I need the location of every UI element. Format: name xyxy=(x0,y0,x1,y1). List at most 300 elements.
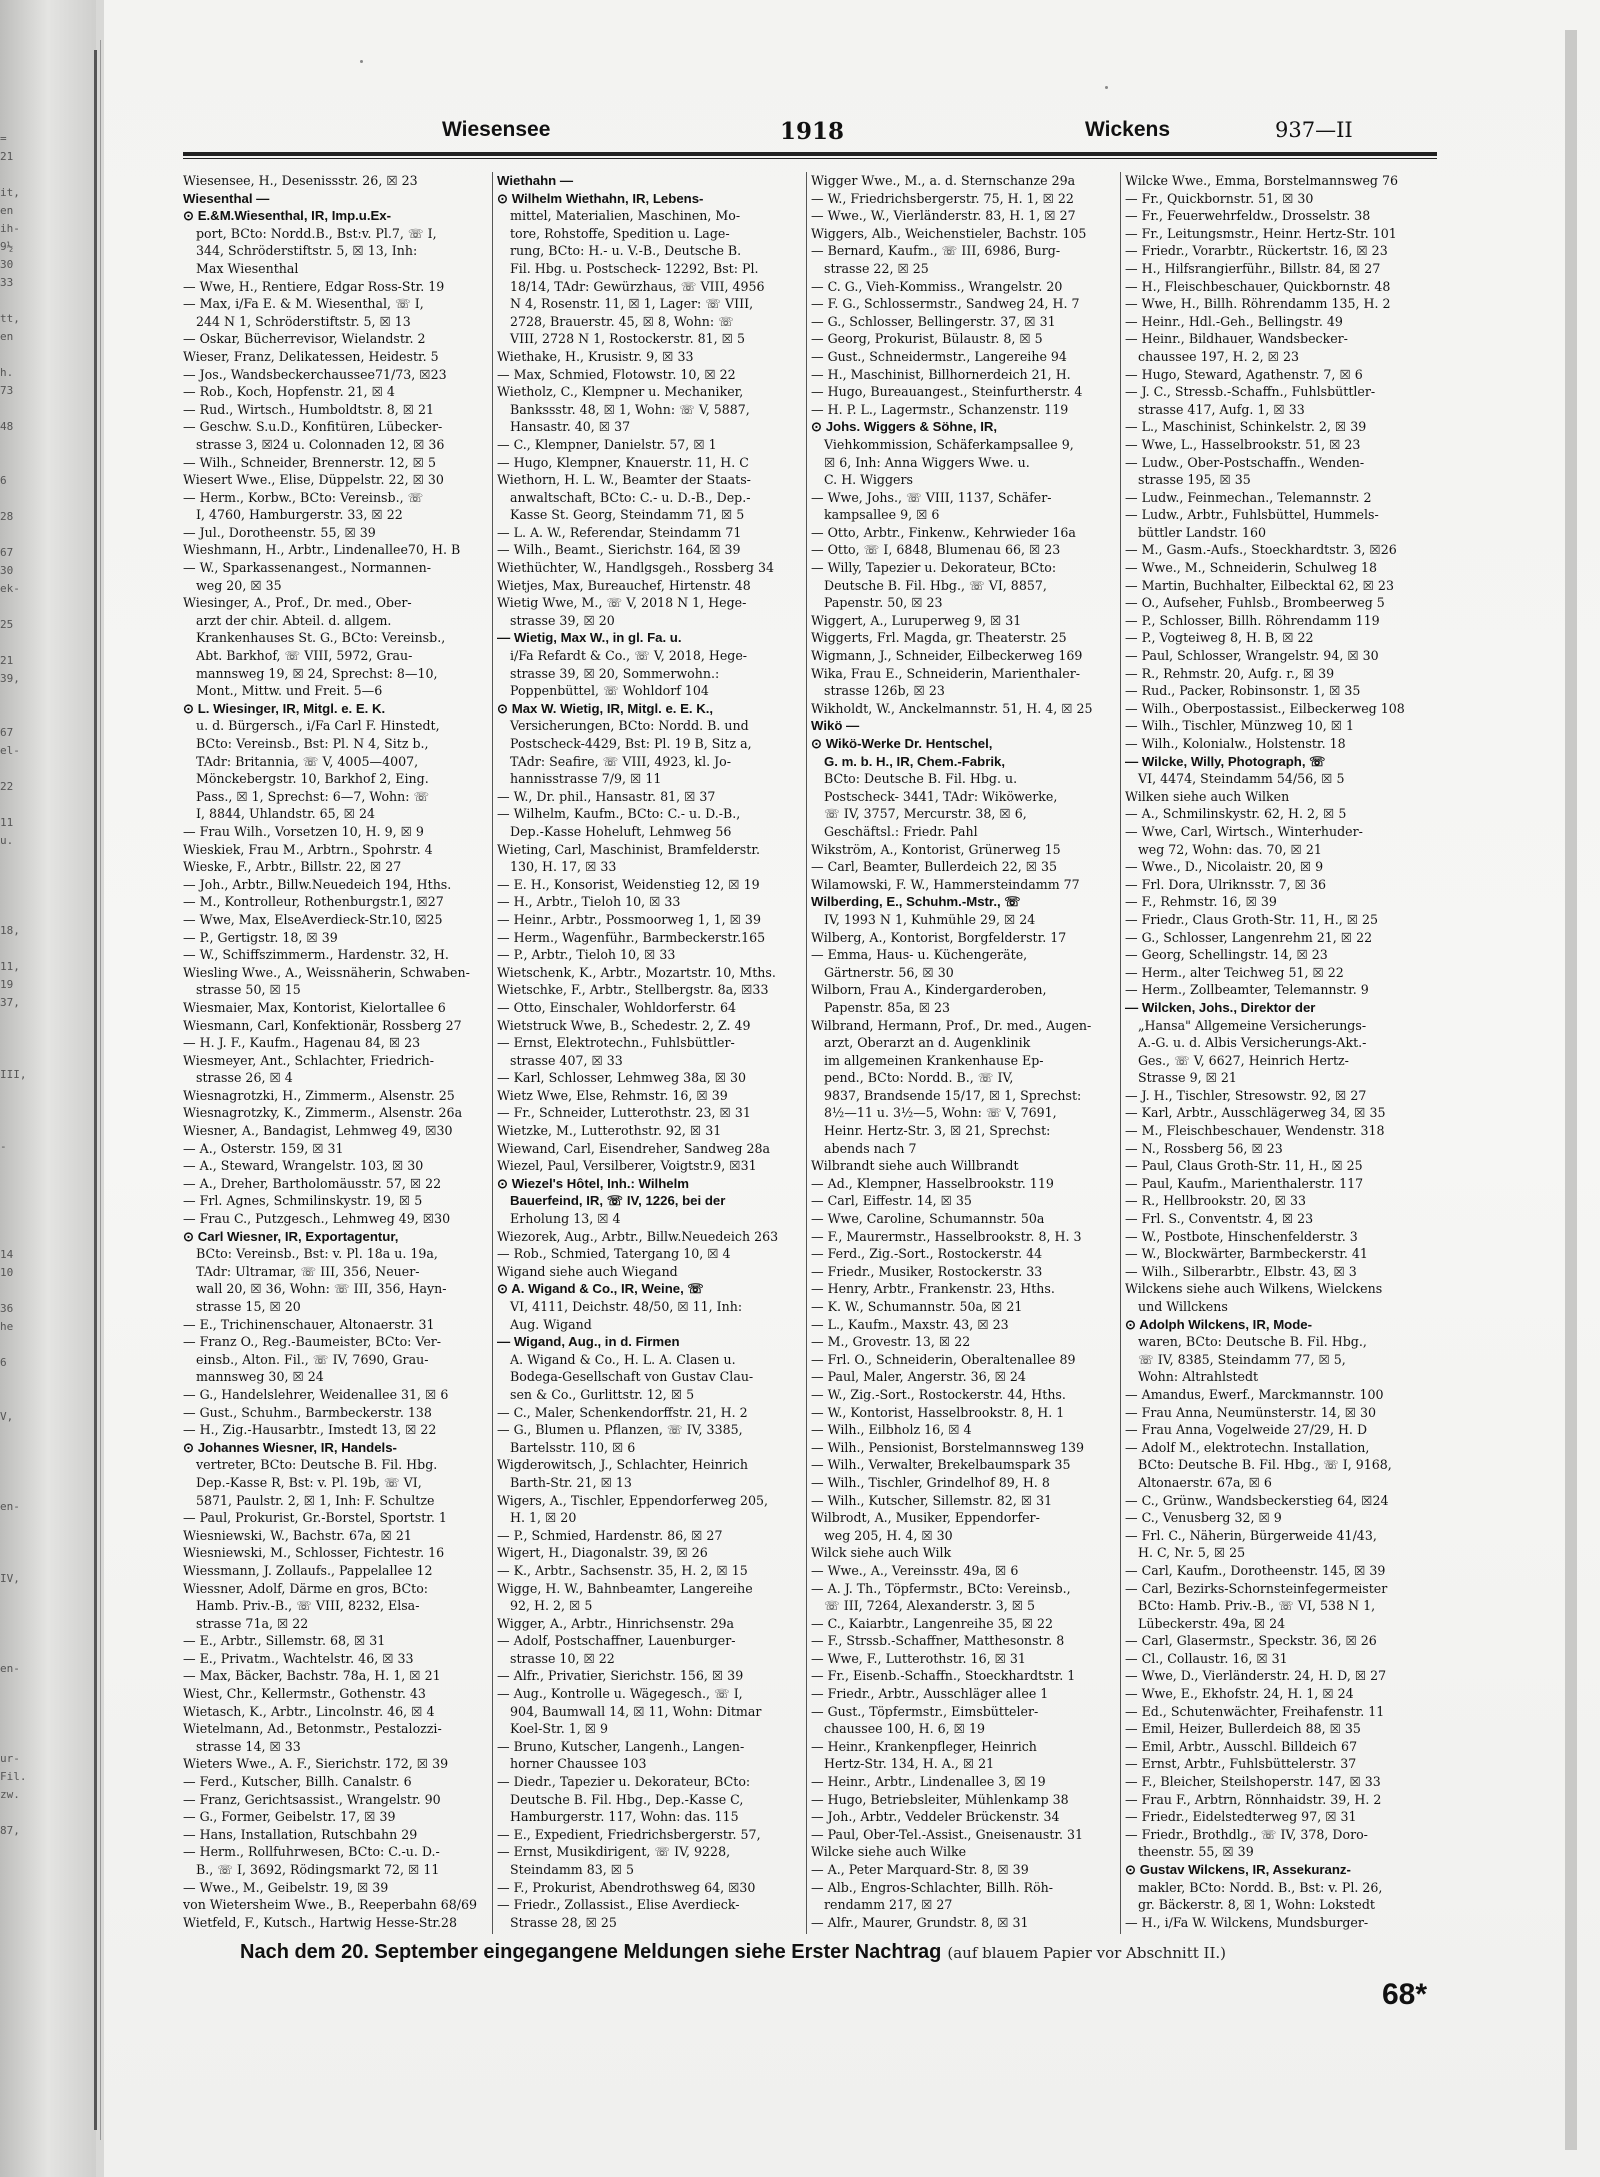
directory-entry: Wilcke Wwe., Emma, Borstelmannsweg 76 xyxy=(1125,173,1399,188)
directory-entry: Wiesmeyer, Ant., Schlachter, Friedrich- xyxy=(183,1052,434,1068)
directory-entry: — J. H., Tischler, Stresowstr. 92, ☒ 27 xyxy=(1125,1087,1367,1103)
directory-entry: — Frau F., Arbtrn, Rönnhaidstr. 39, H. 2 xyxy=(1125,1791,1382,1807)
directory-entry: — Ferd., Kutscher, Billh. Canalstr. 6 xyxy=(183,1774,412,1790)
directory-entry: Wietfeld, F., Kutsch., Hartwig Hesse-Str.28 xyxy=(183,1914,458,1930)
directory-entry-continuation: kampsallee 9, ☒ 6 xyxy=(824,507,940,523)
directory-entry: — Heinr., Hdl.-Geh., Bellingstr. 49 xyxy=(1125,313,1343,329)
directory-entry: von Wietersheim Wwe., B., Reeperbahn 68/69 xyxy=(183,1897,478,1913)
directory-entry: — Frl. Agnes, Schmilinskystr. 19, ☒ 5 xyxy=(183,1193,423,1209)
directory-entry-continuation: H. C, Nr. 5, ☒ 25 xyxy=(1138,1545,1246,1561)
directory-entry: — E., Privatm., Wachtelstr. 46, ☒ 33 xyxy=(183,1650,414,1666)
header-last-entry: Wickens xyxy=(1085,118,1171,141)
directory-entry: Wika, Frau E., Schneiderin, Marienthaler- xyxy=(811,665,1080,681)
directory-entry-continuation: ☏ IV, 3757, Mercurstr. 38, ☒ 6, xyxy=(824,806,1027,822)
directory-entry: ⊙ Johs. Wiggers & Söhne, IR, xyxy=(811,419,998,435)
directory-entry-continuation: port, BCto: Nordd.B., Bst:v. Pl.7, ☏ I, xyxy=(196,225,437,241)
supplement-notice xyxy=(240,1941,1440,1964)
directory-entry: — Wilh., Eilbholz 16, ☒ 4 xyxy=(811,1422,972,1438)
directory-entry-continuation: BCto: Hamb. Priv.-B., ☏ VI, 538 N 1, xyxy=(1138,1598,1376,1614)
directory-entry: — Joh., Arbtr., Veddeler Brückenstr. 34 xyxy=(811,1809,1060,1825)
directory-entry: — Rud., Packer, Robinsonstr. 1, ☒ 35 xyxy=(1125,683,1361,699)
directory-entry: — Ed., Schutenwächter, Freihafenstr. 11 xyxy=(1125,1703,1385,1719)
directory-entry: — Otto, Einschaler, Wohldorferstr. 64 xyxy=(497,999,737,1015)
directory-entry-continuation: Poppenbüttel, ☏ Wohldorf 104 xyxy=(510,683,709,699)
directory-entry-continuation: TAdr: Seafire, ☏ VIII, 4923, kl. Jo- xyxy=(510,753,731,769)
directory-entry: Wietzke, M., Lutterothstr. 92, ☒ 31 xyxy=(497,1123,722,1139)
directory-entry: Wiesmann, Carl, Konfektionär, Rossberg 27 xyxy=(183,1017,462,1033)
directory-entry: — W., Zig.-Sort., Rostockerstr. 44, Hths. xyxy=(811,1386,1066,1402)
directory-entry-continuation: weg 205, H. 4, ☒ 30 xyxy=(824,1527,953,1543)
directory-entry-continuation: Max Wiesenthal xyxy=(196,260,299,276)
directory-entry: ⊙ Gustav Wilckens, IR, Assekuranz- xyxy=(1125,1862,1351,1877)
directory-entry-continuation: BCto: Vereinsb., Bst: v. Pl. 18a u. 19a, xyxy=(196,1246,438,1262)
directory-entry-continuation: wall 20, ☒ 36, Wohn: ☏ III, 356, Hayn- xyxy=(196,1281,447,1297)
directory-entry: — W., Kontorist, Hasselbrookstr. 8, H. 1 xyxy=(811,1404,1065,1420)
directory-entry: — Henry, Arbtr., Frankenstr. 23, Hths. xyxy=(811,1281,1055,1297)
directory-entry-continuation: BCto: Vereinsb., Bst: Pl. N 4, Sitz b., xyxy=(196,736,429,751)
directory-entry-continuation: chaussee 100, H. 6, ☒ 19 xyxy=(824,1721,985,1737)
directory-entry: Wigger, A., Arbtr., Hinrichsenstr. 29a xyxy=(497,1615,735,1631)
directory-entry: — W., Blockwärter, Barmbeckerstr. 41 xyxy=(1125,1246,1368,1262)
directory-entry: — Emil, Arbtr., Ausschl. Billdeich 67 xyxy=(1125,1738,1358,1754)
directory-entry: Wiezorek, Aug., Arbtr., Billw.Neuedeich 263 xyxy=(497,1228,779,1244)
directory-entry: — C. G., Vieh-Kommiss., Wrangelstr. 20 xyxy=(811,278,1063,294)
directory-entry: — Cl., Collaustr. 16, ☒ 31 xyxy=(1125,1650,1288,1666)
directory-entry: ⊙ Wikö-Werke Dr. Hentschel, xyxy=(811,736,993,751)
directory-entry: ⊙ Wiezel's Hôtel, Inh.: Wilhelm xyxy=(497,1175,689,1191)
directory-entry: — Ludw., Arbtr., Fuhlsbüttel, Hummels- xyxy=(1125,507,1379,523)
directory-entry: — Wilh., Schneider, Brennerstr. 12, ☒ 5 xyxy=(183,454,436,470)
directory-entry: Wieshmann, H., Arbtr., Lindenallee70, H. B xyxy=(183,542,461,558)
directory-entry: — Otto, Arbtr., Finkenw., Kehrwieder 16a xyxy=(811,524,1076,540)
directory-entry-continuation: chaussee 197, H. 2, ☒ 23 xyxy=(1138,348,1299,364)
directory-entry: — Geschw. S.u.D., Konfitüren, Lübecker- xyxy=(183,419,443,435)
directory-entry: Wietelmann, Ad., Betonmstr., Pestalozzi- xyxy=(183,1721,442,1737)
directory-entry: — Karl, Schlosser, Lehmweg 38a, ☒ 30 xyxy=(497,1070,747,1086)
directory-entry: — Wwe, Caroline, Schumannstr. 50a xyxy=(811,1211,1045,1227)
directory-entry: — A., Peter Marquard-Str. 8, ☒ 39 xyxy=(811,1862,1029,1877)
directory-entry: — Paul, Ober-Tel.-Assist., Gneisenaustr. 31 xyxy=(811,1826,1084,1842)
directory-entry-continuation: Bankssstr. 48, ☒ 1, Wohn: ☏ V, 5887, xyxy=(510,401,750,417)
directory-entry-continuation: und Willckens xyxy=(1138,1299,1228,1314)
directory-entry: Wilbrodt, A., Musiker, Eppendorfer- xyxy=(811,1510,1040,1526)
directory-entry: — Friedr., Arbtr., Ausschläger allee 1 xyxy=(811,1686,1049,1702)
directory-entry: — Friedr., Vorarbtr., Rückertstr. 16, ☒ 23 xyxy=(1125,243,1388,259)
directory-entry-continuation: rung, BCto: H.- u. V.-B., Deutsche B. xyxy=(510,243,742,259)
directory-entry: — Wilh., Pensionist, Borstelmannsweg 139 xyxy=(811,1439,1085,1455)
header-first-entry: Wiesensee xyxy=(442,118,551,141)
directory-entry: — C., Venusberg 32, ☒ 9 xyxy=(1125,1510,1282,1526)
directory-entry-continuation: IV, 1993 N 1, Kuhmühle 29, ☒ 24 xyxy=(824,911,1036,927)
directory-entry-continuation: 5871, Paulstr. 2, ☒ 1, Inh: F. Schultze xyxy=(196,1492,435,1508)
directory-entry-continuation: „Hansa" Allgemeine Versicherungs- xyxy=(1138,1017,1367,1033)
directory-entry: — Aug., Kontrolle u. Wägegesch., ☏ I, xyxy=(497,1686,743,1702)
directory-entry-continuation: strasse 14, ☒ 33 xyxy=(196,1738,301,1754)
directory-entry-continuation: Lübeckerstr. 49a, ☒ 24 xyxy=(1138,1615,1286,1631)
directory-entry-continuation: rendamm 217, ☒ 27 xyxy=(824,1897,953,1913)
directory-entry: Wiesinger, A., Prof., Dr. med., Ober- xyxy=(183,595,412,611)
directory-entry: — H., Fleischbeschauer, Quickbornstr. 48 xyxy=(1125,278,1391,294)
directory-entry: — Amandus, Ewerf., Marckmannstr. 100 xyxy=(1125,1386,1384,1402)
directory-entry-continuation: Versicherungen, BCto: Nordd. B. und xyxy=(510,718,749,734)
directory-entry: — Ernst, Elektrotechn., Fuhlsbüttler- xyxy=(497,1035,735,1051)
directory-entry-continuation: I, 4760, Hamburgerstr. 33, ☒ 22 xyxy=(196,507,403,523)
directory-entry: — Alfr., Privatier, Sierichstr. 156, ☒ 39 xyxy=(497,1668,744,1684)
directory-entry-continuation: Papenstr. 50, ☒ 23 xyxy=(824,595,943,611)
directory-entry: — H., i/Fa W. Wilckens, Mundsburger- xyxy=(1125,1914,1369,1930)
directory-entry: Wiethorn, H. L. W., Beamter der Staats- xyxy=(497,472,751,488)
directory-entry: — Fr., Leitungsmstr., Heinr. Hertz-Str. 101 xyxy=(1125,225,1397,241)
directory-entry: — Wilh., Verwalter, Brekelbaumspark 35 xyxy=(811,1457,1071,1473)
directory-entry-continuation: Hertz-Str. 134, H. A., ☒ 21 xyxy=(824,1756,995,1772)
directory-entry: — Heinr., Arbtr., Possmoorweg 1, 1, ☒ 39 xyxy=(497,911,761,927)
directory-entry: Wilken siehe auch Wilken xyxy=(1125,788,1290,804)
directory-entry: Wiesenthal — xyxy=(183,190,270,206)
directory-entry: — G., Blumen u. Pflanzen, ☏ IV, 3385, xyxy=(497,1422,743,1438)
directory-entry-continuation: strasse 10, ☒ 22 xyxy=(510,1650,615,1666)
directory-entry-continuation: ☏ III, 7264, Alexanderstr. 3, ☒ 5 xyxy=(824,1598,1036,1614)
directory-entry: — W., Schiffszimmerm., Hardenstr. 32, H. xyxy=(183,947,449,963)
directory-entry-continuation: abends nach 7 xyxy=(824,1140,917,1156)
directory-entry: Wiesnagrotzki, H., Zimmerm., Alsenstr. 25 xyxy=(183,1087,455,1103)
directory-entry: Wikholdt, W., Anckelmannstr. 51, H. 4, ☒ 25 xyxy=(811,700,1093,716)
directory-entry: Wieskiek, Frau M., Arbtrn., Spohrstr. 4 xyxy=(183,841,433,857)
directory-entry: — C., Kaiarbtr., Langenreihe 35, ☒ 22 xyxy=(811,1615,1054,1631)
directory-entry: — Friedr., Brothdlg., ☏ IV, 378, Doro- xyxy=(1125,1826,1368,1842)
directory-entry: Wiezel, Paul, Versilberer, Voigtstr.9, ☒31 xyxy=(497,1158,757,1174)
directory-entry-continuation: Heinr. Hertz-Str. 3, ☒ 21, Sprechst: xyxy=(824,1123,1051,1139)
directory-entry: — Wwe, Max, ElseAverdieck-Str.10, ☒25 xyxy=(183,911,443,927)
directory-entry: — M., Grovestr. 13, ☒ 22 xyxy=(811,1334,971,1350)
directory-entry: — Wilcken, Johs., Direktor der xyxy=(1125,999,1316,1015)
directory-entry: — Friedr., Eidelstedterweg 97, ☒ 31 xyxy=(1125,1809,1357,1825)
directory-entry-continuation: arzt der chir. Abteil. d. allgem. xyxy=(196,612,392,628)
directory-entry: Wilck siehe auch Wilk xyxy=(811,1545,952,1561)
directory-entry-continuation: TAdr: Ultramar, ☏ III, 356, Neuer- xyxy=(196,1263,420,1279)
directory-entry: — P., Vogteiweg 8, H. B, ☒ 22 xyxy=(1125,630,1314,646)
directory-entry-continuation: H. 1, ☒ 20 xyxy=(510,1510,577,1526)
directory-entry: — Frau Wilh., Vorsetzen 10, H. 9, ☒ 9 xyxy=(183,823,424,839)
directory-entry-continuation: Bodega-Gesellschaft von Gustav Clau- xyxy=(510,1369,754,1385)
directory-entry-continuation: strasse 15, ☒ 20 xyxy=(196,1299,301,1314)
directory-entry: — Frl. Dora, Ulriknsstr. 7, ☒ 36 xyxy=(1125,876,1327,892)
directory-entry: — Wwe, Johs., ☏ VIII, 1137, Schäfer- xyxy=(811,489,1052,505)
directory-entry-continuation: I, 8844, Uhlandstr. 65, ☒ 24 xyxy=(196,806,375,822)
directory-entry: ⊙ Carl Wiesner, IR, Exportagentur, xyxy=(183,1228,399,1244)
directory-entry: — J. C., Stressb.-Schaffn., Fuhlsbüttler- xyxy=(1125,384,1376,400)
paper-speck xyxy=(1105,86,1108,89)
directory-entry xyxy=(811,1931,1113,1934)
directory-entry-continuation: Steindamm 83, ☒ 5 xyxy=(510,1862,635,1877)
directory-entry: — Wwe, H., Rentiere, Edgar Ross-Str. 19 xyxy=(183,278,445,294)
directory-entry: — W., Friedrichsbergerstr. 75, H. 1, ☒ 22 xyxy=(811,190,1074,206)
column-1 xyxy=(183,172,485,1934)
directory-entry: — Wilh., Silberarbtr., Elbstr. 43, ☒ 3 xyxy=(1125,1263,1357,1279)
directory-entry: — Max, Bäcker, Bachstr. 78a, H. 1, ☒ 21 xyxy=(183,1668,441,1684)
directory-entry: Wiesling Wwe., A., Weissnäherin, Schwaben- xyxy=(183,964,470,980)
directory-entry-continuation: büttler Landstr. 160 xyxy=(1138,524,1267,540)
directory-entry-continuation: A. Wigand & Co., H. L. A. Clasen u. xyxy=(510,1351,736,1367)
directory-entry: — Ernst, Arbtr., Fuhlsbüttelerstr. 37 xyxy=(1125,1756,1357,1772)
directory-entry: — Oskar, Bücherrevisor, Wielandstr. 2 xyxy=(183,331,426,347)
directory-entry: — H. J. F., Kaufm., Hagenau 84, ☒ 23 xyxy=(183,1035,421,1051)
directory-entry: — W., Sparkassenangest., Normannen- xyxy=(183,560,431,576)
directory-entry: — P., Schmied, Hardenstr. 86, ☒ 27 xyxy=(497,1527,723,1543)
directory-entry-continuation: makler, BCto: Nordd. B., Bst: v. Pl. 26, xyxy=(1138,1879,1383,1895)
directory-entry: — P., Arbtr., Tieloh 10, ☒ 33 xyxy=(497,947,676,963)
directory-entry-continuation: 2728, Brauerstr. 45, ☒ 8, Wohn: ☏ xyxy=(510,313,734,329)
column-divider xyxy=(1120,172,1121,1934)
directory-entry: — Joh., Arbtr., Billw.Neuedeich 194, Hths. xyxy=(183,876,452,892)
directory-entry: Wikström, A., Kontorist, Grünerweg 15 xyxy=(811,841,1061,857)
directory-entry: Wiessner, Adolf, Därme en gros, BCto: xyxy=(183,1580,429,1596)
directory-entry: Wigers, A., Tischler, Eppendorferweg 205, xyxy=(497,1492,769,1508)
directory-entry-continuation: 904, Baumwall 14, ☒ 11, Wohn: Ditmar xyxy=(510,1703,762,1719)
directory-entry: — Hugo, Bureauangest., Steinfurtherstr. 4 xyxy=(811,384,1083,400)
directory-entry: Wiggers, Alb., Weichenstieler, Bachstr. 105 xyxy=(811,225,1087,241)
directory-entry: — Willy, Tapezier u. Dekorateur, BCto: xyxy=(811,560,1057,576)
directory-entry: — C., Maler, Schenkendorffstr. 21, H. 2 xyxy=(497,1404,748,1420)
directory-entry: Wietig Wwe, M., ☏ V, 2018 N 1, Hege- xyxy=(497,595,747,611)
directory-entry: — R., Hellbrookstr. 20, ☒ 33 xyxy=(1125,1193,1306,1209)
directory-entry-continuation: 344, Schröderstiftstr. 5, ☒ 13, Inh: xyxy=(196,243,418,259)
directory-entry-continuation: A.-G. u. d. Albis Versicherungs-Akt.- xyxy=(1138,1035,1367,1051)
directory-entry: — Alb., Engros-Schlachter, Billh. Röh- xyxy=(811,1879,1054,1895)
directory-entry: — Carl, Bezirks-Schornsteinfegermeister xyxy=(1125,1580,1388,1596)
directory-entry: Wilberg, A., Kontorist, Borgfelderstr. 17 xyxy=(811,929,1067,945)
directory-entry: — Heinr., Bildhauer, Wandsbecker- xyxy=(1125,331,1348,347)
directory-entry: ⊙ Max W. Wietig, IR, Mitgl. e. E. K., xyxy=(497,700,714,716)
directory-entry: — Friedr., Claus Groth-Str. 11, H., ☒ 25 xyxy=(1125,911,1379,927)
directory-entry-continuation: Dep.-Kasse Hoheluft, Lehmweg 56 xyxy=(510,823,732,839)
directory-entry: — Wwe, L., Hasselbrookstr. 51, ☒ 23 xyxy=(1125,436,1361,452)
directory-entry: — Franz, Gerichtsassist., Wrangelstr. 90 xyxy=(183,1791,441,1807)
directory-entry: — Bernard, Kaufm., ☏ III, 6986, Burg- xyxy=(811,243,1061,259)
directory-entry: — Fr., Schneider, Lutterothstr. 23, ☒ 31 xyxy=(497,1105,751,1121)
directory-entry-continuation: mannsweg 19, ☒ 24, Sprechst: 8—10, xyxy=(196,665,438,681)
directory-entry: — C., Grünw., Wandsbeckerstieg 64, ☒24 xyxy=(1125,1492,1389,1508)
directory-entry-continuation: strasse 39, ☒ 20, Sommerwohn.: xyxy=(510,665,720,681)
directory-entry: — Rob., Schmied, Tatergang 10, ☒ 4 xyxy=(497,1246,731,1262)
directory-entry-continuation: horner Chaussee 103 xyxy=(510,1756,647,1772)
directory-entry: — Wilcke, Willy, Photograph, ☏ xyxy=(1125,753,1326,769)
directory-entry: — Ludw., Ober-Postschaffn., Wenden- xyxy=(1125,454,1365,470)
directory-entry-continuation: gr. Bäckerstr. 8, ☒ 1, Wohn: Lokstedt xyxy=(1138,1897,1375,1913)
directory-entry: — Wwe, E., Ekhofstr. 24, H. 1, ☒ 24 xyxy=(1125,1686,1354,1702)
directory-entry-continuation: Hamb. Priv.-B., ☏ VIII, 8232, Elsa- xyxy=(196,1598,420,1614)
directory-entry: — Paul, Kaufm., Marienthalerstr. 117 xyxy=(1125,1175,1364,1191)
directory-entry: ⊙ A. Wigand & Co., IR, Weine, ☏ xyxy=(497,1281,704,1297)
directory-entry-continuation: i/Fa Refardt & Co., ☏ V, 2018, Hege- xyxy=(510,648,748,664)
directory-entry-continuation: waren, BCto: Deutsche B. Fil. Hbg., xyxy=(1138,1334,1367,1350)
directory-entry-continuation: einsb., Alton. Fil., ☏ IV, 7690, Grau- xyxy=(196,1351,429,1367)
directory-entry-continuation: Bauerfeind, IR, ☏ IV, 1226, bei der xyxy=(510,1193,726,1209)
directory-entry: — Herm., Zollbeamter, Telemannstr. 9 xyxy=(1125,982,1369,998)
book-spine-shadow xyxy=(100,40,101,2140)
directory-entry-continuation: anwaltschaft, BCto: C.- u. D.-B., Dep.- xyxy=(510,489,751,505)
directory-entry: — Paul, Prokurist, Gr.-Borstel, Sportstr. 1 xyxy=(183,1510,447,1526)
directory-entry-continuation: TAdr: Britannia, ☏ V, 4005—4007, xyxy=(196,753,419,769)
directory-entry-continuation: weg 20, ☒ 35 xyxy=(196,577,282,593)
directory-entry: — H., Arbtr., Tieloh 10, ☒ 33 xyxy=(497,894,681,910)
directory-entry-continuation: 8½—11 u. 3½—5, Wohn: ☏ V, 7691, xyxy=(824,1105,1057,1121)
directory-entry: — R., Rehmstr. 20, Aufg. r., ☒ 39 xyxy=(1125,665,1335,681)
directory-entry: — Heinr., Arbtr., Lindenallee 3, ☒ 19 xyxy=(811,1774,1046,1790)
directory-entry: Wigger Wwe., M., a. d. Sternschanze 29a xyxy=(811,173,1076,188)
book-spine xyxy=(94,50,97,2130)
directory-entry-continuation: Viehkommission, Schäferkampsallee 9, xyxy=(824,436,1074,452)
directory-entry: — Ad., Klempner, Hasselbrookstr. 119 xyxy=(811,1175,1054,1191)
directory-entry: Wilberding, E., Schuhm.-Mstr., ☏ xyxy=(811,894,1021,910)
directory-entry: Wietstruck Wwe, B., Schedestr. 2, Z. 49 xyxy=(497,1017,751,1033)
directory-entry: — F. G., Schlossermstr., Sandweg 24, H. 7 xyxy=(811,296,1080,312)
directory-entry: — C., Klempner, Danielstr. 57, ☒ 1 xyxy=(497,436,717,452)
directory-entry: Wietholz, C., Klempner u. Mechaniker, xyxy=(497,384,744,400)
directory-entry: — Alfr., Maurer, Grundstr. 8, ☒ 31 xyxy=(811,1914,1029,1930)
directory-entry: — H. P. L., Lagermstr., Schanzenstr. 119 xyxy=(811,401,1069,417)
directory-entry-continuation: mannsweg 30, ☒ 24 xyxy=(196,1369,324,1385)
directory-entry-continuation: ☏ IV, 8385, Steindamm 77, ☒ 5, xyxy=(1138,1351,1346,1367)
directory-entry: — Paul, Claus Groth-Str. 11, H., ☒ 25 xyxy=(1125,1158,1363,1174)
directory-entry: — F., Prokurist, Abendrothsweg 64, ☒30 xyxy=(497,1879,756,1895)
directory-entry: — G., Schlosser, Bellingerstr. 37, ☒ 31 xyxy=(811,313,1056,329)
directory-entry-continuation: strasse 3, ☒24 u. Colonnaden 12, ☒ 36 xyxy=(196,436,445,452)
directory-entry: Wiggert, A., Luruperweg 9, ☒ 31 xyxy=(811,612,1022,628)
directory-entry: Wilamowski, F. W., Hammersteindamm 77 xyxy=(811,876,1080,892)
directory-entry: — Hugo, Klempner, Knauerstr. 11, H. C xyxy=(497,454,749,470)
directory-entry: — Max, i/Fa E. & M. Wiesenthal, ☏ I, xyxy=(183,296,424,312)
directory-entry: — Georg, Prokurist, Bülaustr. 8, ☒ 5 xyxy=(811,331,1043,347)
column-3 xyxy=(811,172,1113,1934)
directory-entry: — Wilh., Kolonialw., Holstenstr. 18 xyxy=(1125,736,1346,751)
directory-entry: Wietjes, Max, Bureauchef, Hirtenstr. 48 xyxy=(497,577,751,593)
column-4 xyxy=(1125,172,1427,1934)
directory-entry: Wigand siehe auch Wiegand xyxy=(497,1263,678,1279)
header-page-number: 937—II xyxy=(1275,118,1353,142)
directory-entry-continuation: BCto: Deutsche B. Fil. Hbg., ☏ I, 9168, xyxy=(1138,1457,1392,1473)
directory-entry: — K. W., Schumannstr. 50a, ☒ 21 xyxy=(811,1299,1023,1314)
directory-entry: — Wwe., D., Nicolaistr. 20, ☒ 9 xyxy=(1125,859,1324,875)
directory-entry-continuation: 244 N 1, Schröderstiftstr. 5, ☒ 13 xyxy=(196,313,411,329)
directory-entry-continuation: im allgemeinen Krankenhause Ep- xyxy=(824,1052,1044,1068)
directory-entry: — Adolf, Postschaffner, Lauenburger- xyxy=(497,1633,736,1649)
directory-entry: ⊙ L. Wiesinger, IR, Mitgl. e. E. K. xyxy=(183,700,386,716)
directory-entry: — Herm., Rollfuhrwesen, BCto: C.-u. D.- xyxy=(183,1844,440,1860)
directory-entry-continuation: Strasse 9, ☒ 21 xyxy=(1138,1070,1237,1086)
directory-entry: Wiest, Chr., Kellermstr., Gothenstr. 43 xyxy=(183,1686,426,1702)
directory-entry: — E. H., Konsorist, Weidenstieg 12, ☒ 19 xyxy=(497,876,760,892)
directory-entry: — Hugo, Steward, Agathenstr. 7, ☒ 6 xyxy=(1125,366,1363,382)
directory-entry-continuation: Barth-Str. 21, ☒ 13 xyxy=(510,1474,632,1490)
directory-entry: — Ludw., Feinmechan., Telemannstr. 2 xyxy=(1125,489,1372,505)
directory-entry-continuation: Krankenhauses St. G., BCto: Vereinsb., xyxy=(196,630,446,646)
directory-entry: — E., Trichinenschauer, Altonaerstr. 31 xyxy=(183,1316,435,1332)
directory-entry: — F., Bleicher, Steilshoperstr. 147, ☒ 33 xyxy=(1125,1774,1381,1790)
directory-entry: — Franz O., Reg.-Baumeister, BCto: Ver- xyxy=(183,1334,442,1350)
directory-entry-continuation: Strasse 28, ☒ 25 xyxy=(510,1914,617,1930)
directory-entry: — Fr., Eisenb.-Schaffn., Stoeckhardtstr. 1 xyxy=(811,1668,1076,1684)
directory-entry: — A., Osterstr. 159, ☒ 31 xyxy=(183,1140,344,1156)
directory-entry-continuation: Aug. Wigand xyxy=(510,1316,592,1332)
page-edge xyxy=(1565,30,1577,2150)
directory-entry-continuation: ☒ 6, Inh: Anna Wiggers Wwe. u. xyxy=(824,454,1030,470)
directory-entry: Wieters Wwe., A. F., Sierichstr. 172, ☒ 39 xyxy=(183,1756,449,1772)
directory-entry: — L., Maschinist, Schinkelstr. 2, ☒ 39 xyxy=(1125,419,1367,435)
directory-entry-continuation: hannisstrasse 7/9, ☒ 11 xyxy=(510,771,662,787)
directory-entry: — Martin, Buchhalter, Eilbecktal 62, ☒ 23 xyxy=(1125,577,1394,593)
directory-entry: — Wilh., Oberpostassist., Eilbeckerweg 108 xyxy=(1125,700,1405,716)
directory-entry: — Heinr., Krankenpfleger, Heinrich xyxy=(811,1738,1037,1754)
directory-entry: — Wigand, Aug., in d. Firmen xyxy=(497,1334,680,1350)
directory-entry-continuation: vertreter, BCto: Deutsche B. Fil. Hbg. xyxy=(196,1457,438,1473)
directory-entry: Wigge, H. W., Bahnbeamter, Langereihe xyxy=(497,1580,753,1596)
notice-bold: Nach dem 20. September eingegangene Meldungen siehe Erster Nachtrag xyxy=(240,1941,942,1963)
directory-entry: — Rud., Wirtsch., Humboldtstr. 8, ☒ 21 xyxy=(183,401,435,417)
page-marker: 68* xyxy=(1382,1978,1428,2011)
directory-entry: — P., Schlosser, Billh. Röhrendamm 119 xyxy=(1125,612,1380,628)
directory-entry-continuation: Deutsche B. Fil. Hbg., Dep.-Kasse C, xyxy=(510,1791,744,1807)
page-header xyxy=(180,118,1440,154)
directory-entry-continuation: weg 72, Wohn: das. 70, ☒ 21 xyxy=(1138,841,1322,857)
directory-entry-continuation: strasse 50, ☒ 15 xyxy=(196,982,301,998)
column-divider xyxy=(492,172,493,1934)
directory-entry: — Adolf M., elektrotechn. Installation, xyxy=(1125,1439,1370,1455)
paper-speck xyxy=(360,60,363,63)
directory-entry: — Jos., Wandsbeckerchaussee71/73, ☒23 xyxy=(183,366,447,382)
directory-entry-continuation: Mönckebergstr. 10, Barkhof 2, Eing. xyxy=(196,771,429,787)
directory-entry: — Wilh., Beamt., Sierichstr. 164, ☒ 39 xyxy=(497,542,741,558)
directory-entry: — Herm., Wagenführ., Barmbeckerstr.165 xyxy=(497,929,766,945)
directory-entry: Wietz Wwe, Else, Rehmstr. 16, ☒ 39 xyxy=(497,1087,728,1103)
directory-entry-continuation: strasse 71a, ☒ 22 xyxy=(196,1615,309,1631)
directory-entry: Wiewand, Carl, Eisendreher, Sandweg 28a xyxy=(497,1140,770,1156)
directory-entry: — Gust., Schneidermstr., Langereihe 94 xyxy=(811,348,1067,364)
directory-entry: — Frau Anna, Neumünsterstr. 14, ☒ 30 xyxy=(1125,1404,1377,1420)
directory-entry-continuation: Geschäftsl.: Friedr. Pahl xyxy=(824,823,978,839)
directory-entry: Wietasch, K., Arbtr., Lincolnstr. 46, ☒ 4 xyxy=(183,1703,435,1719)
directory-entry: — Paul, Schlosser, Wrangelstr. 94, ☒ 30 xyxy=(1125,648,1379,664)
directory-entry: Wilbrand, Hermann, Prof., Dr. med., Augen- xyxy=(811,1017,1092,1033)
directory-entry: — Carl, Kaufm., Dorotheenstr. 145, ☒ 39 xyxy=(1125,1562,1386,1578)
directory-entry-continuation: 130, H. 17, ☒ 33 xyxy=(510,859,617,875)
directory-entry: — F., Rehmstr. 16, ☒ 39 xyxy=(1125,894,1277,910)
directory-entry-continuation: strasse 195, ☒ 35 xyxy=(1138,472,1251,488)
directory-entry: ⊙ Wilhelm Wiethahn, IR, Lebens- xyxy=(497,190,704,206)
directory-entry: Wiesert Wwe., Elise, Düppelstr. 22, ☒ 30 xyxy=(183,472,444,488)
directory-entry-continuation: mittel, Materialien, Maschinen, Mo- xyxy=(510,208,741,224)
directory-entry: — Diedr., Tapezier u. Dekorateur, BCto: xyxy=(497,1774,751,1790)
directory-entry: — Wilh., Tischler, Grindelhof 89, H. 8 xyxy=(811,1474,1050,1490)
directory-entry: — Wwe., W., Vierländerstr. 83, H. 1, ☒ 27 xyxy=(811,208,1076,224)
directory-entry: — Fr., Quickbornstr. 51, ☒ 30 xyxy=(1125,190,1314,206)
directory-entry: — Wwe., M., Schneiderin, Schulweg 18 xyxy=(1125,560,1378,576)
column-2 xyxy=(497,172,799,1934)
directory-entry: — Wwe, Carl, Wirtsch., Winterhuder- xyxy=(1125,823,1363,839)
directory-entry-continuation: Gärtnerstr. 56, ☒ 30 xyxy=(824,964,954,980)
directory-entry-continuation: VI, 4474, Steindamm 54/56, ☒ 5 xyxy=(1138,771,1345,787)
directory-entry: — Emma, Haus- u. Küchengeräte, xyxy=(811,947,1028,963)
directory-entry: — Wietig, Max W., in gl. Fa. u. xyxy=(497,630,682,646)
directory-entry: Wiessmann, J. Zollaufs., Pappelallee 12 xyxy=(183,1562,433,1578)
directory-entry: — H., Zig.-Hausarbtr., Imstedt 13, ☒ 22 xyxy=(183,1422,437,1438)
directory-entry-continuation: Wohn: Altrahlstedt xyxy=(1138,1369,1259,1385)
directory-entry: Wiesnagrotzky, K., Zimmerm., Alsenstr. 26a xyxy=(183,1105,463,1121)
directory-entry: — P., Gertigstr. 18, ☒ 39 xyxy=(183,929,338,945)
directory-entry-continuation: C. H. Wiggers xyxy=(824,472,913,488)
directory-entry: — Fr., Feuerwehrfeldw., Drosselstr. 38 xyxy=(1125,208,1371,224)
directory-entry-continuation: Hansastr. 40, ☒ 37 xyxy=(510,419,631,435)
directory-entry: — W., Dr. phil., Hansastr. 81, ☒ 37 xyxy=(497,788,716,804)
